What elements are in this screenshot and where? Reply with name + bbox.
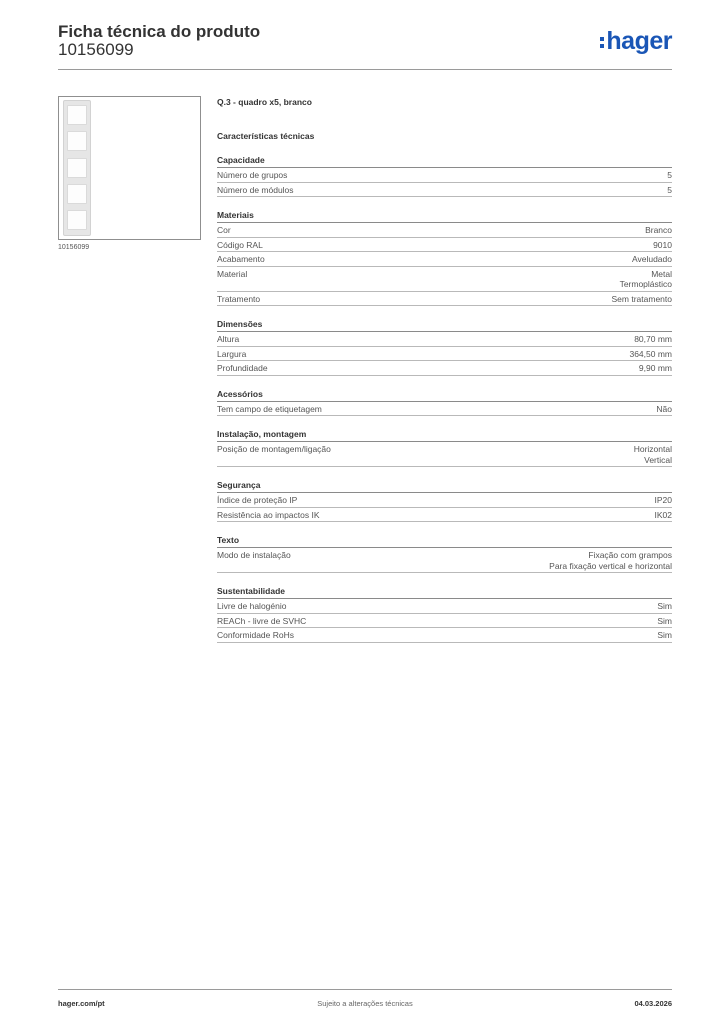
image-caption: 10156099	[58, 244, 90, 251]
spec-group	[217, 155, 672, 197]
spec-row	[217, 292, 672, 307]
spec-value	[634, 444, 672, 465]
spec-value	[653, 240, 672, 251]
spec-value-line: Para fixação vertical e horizontal	[549, 560, 672, 571]
spec-row	[217, 168, 672, 183]
spec-group	[217, 480, 672, 522]
spec-label: Índice de proteção IP	[217, 495, 298, 505]
spec-row	[217, 599, 672, 614]
spec-value-line: Branco	[645, 225, 672, 235]
spec-value-line: 364,50 mm	[629, 348, 672, 359]
spec-value-line: Sem tratamento	[611, 293, 672, 304]
spec-row	[217, 267, 672, 292]
product-image	[58, 96, 201, 240]
page-header	[58, 20, 672, 70]
frame-opening	[67, 131, 87, 151]
spec-label: Resistência ao impactos IK	[217, 509, 320, 520]
spec-value-line: Sim	[657, 615, 672, 626]
spec-label: Material	[217, 268, 248, 279]
spec-group	[217, 586, 672, 643]
spec-value-line: Sim	[657, 601, 672, 611]
spec-group-title: Sustentabilidade	[217, 586, 672, 599]
spec-row	[217, 332, 672, 347]
spec-value-line: IP20	[654, 495, 672, 505]
spec-group-title: Capacidade	[217, 155, 672, 168]
spec-group-title: Texto	[217, 535, 672, 548]
spec-label: Código RAL	[217, 239, 263, 250]
spec-label: Altura	[217, 334, 240, 344]
frame-opening	[67, 210, 87, 230]
spec-label: Número de módulos	[217, 184, 294, 195]
logo-text: hager	[606, 27, 672, 55]
spec-row	[217, 493, 672, 508]
spec-group	[217, 210, 672, 306]
spec-group-title: Instalação, montagem	[217, 429, 672, 442]
spec-group	[217, 319, 672, 376]
spec-value	[656, 404, 672, 415]
document-title: Ficha técnica do produto	[58, 22, 261, 41]
spec-value-line: Metal	[651, 268, 672, 279]
spec-value-line: 5	[667, 184, 672, 195]
spec-label: Acabamento	[217, 254, 265, 264]
page-footer	[58, 989, 672, 1013]
product-number: 10156099	[58, 40, 134, 59]
spec-label: Posição de montagem/ligação	[217, 444, 331, 454]
spec-value	[639, 363, 672, 374]
spec-value	[657, 616, 672, 627]
footer-website: hager.com/pt	[58, 999, 105, 1008]
spec-row	[217, 402, 672, 417]
spec-value	[655, 495, 673, 506]
spec-groups	[217, 155, 672, 643]
logo-colon-icon	[600, 37, 604, 48]
spec-label: Modo de instalação	[217, 550, 291, 560]
spec-label: Largura	[217, 348, 247, 359]
hager-logo	[600, 28, 672, 54]
spec-group-title: Segurança	[217, 480, 672, 493]
spec-value	[667, 185, 672, 196]
spec-content	[217, 96, 672, 643]
section-heading: Características técnicas	[217, 131, 315, 141]
spec-value-line: Horizontal	[633, 444, 672, 454]
spec-value-line: 9010	[653, 239, 672, 250]
spec-label: Conformidade RoHs	[217, 630, 295, 640]
spec-value-line: Aveludado	[631, 254, 672, 264]
spec-row	[217, 628, 672, 643]
spec-label: REACh - livre de SVHC	[217, 615, 307, 626]
frame-opening	[67, 184, 87, 204]
spec-label: Número de grupos	[217, 170, 288, 180]
spec-group	[217, 535, 672, 573]
spec-value	[612, 294, 672, 305]
spec-value-line: Sim	[657, 630, 672, 640]
spec-row	[217, 614, 672, 629]
footer-date: 04.03.2026	[634, 999, 672, 1008]
spec-row	[217, 508, 672, 523]
spec-label: Cor	[217, 225, 231, 235]
spec-value	[629, 349, 672, 360]
spec-value	[655, 510, 673, 521]
spec-label: Tem campo de etiquetagem	[217, 403, 322, 414]
spec-group-title: Acessórios	[217, 389, 672, 402]
spec-value	[634, 334, 672, 345]
spec-value	[657, 601, 672, 612]
spec-value-line: Não	[656, 403, 672, 414]
spec-value	[657, 630, 672, 641]
spec-value-line: 9,90 mm	[638, 363, 672, 373]
spec-value	[645, 225, 672, 236]
spec-value-line: IK02	[654, 509, 672, 520]
spec-value	[620, 269, 672, 290]
spec-row	[217, 183, 672, 198]
product-name: Q.3 - quadro x5, branco	[217, 97, 312, 107]
footer-disclaimer: Sujeito a alterações técnicas	[317, 999, 413, 1008]
spec-group-title: Dimensões	[217, 319, 672, 332]
frame-opening	[67, 158, 87, 178]
spec-row	[217, 442, 672, 467]
spec-row	[217, 361, 672, 376]
spec-group-title: Materiais	[217, 210, 672, 223]
frame-illustration	[63, 100, 91, 236]
spec-value	[549, 550, 672, 571]
frame-opening	[67, 105, 87, 125]
spec-value-line: 5	[667, 170, 672, 180]
spec-value-line: Vertical	[644, 454, 672, 465]
spec-row	[217, 223, 672, 238]
spec-row	[217, 548, 672, 573]
spec-group	[217, 429, 672, 467]
spec-row	[217, 238, 672, 253]
spec-row	[217, 347, 672, 362]
spec-group	[217, 389, 672, 417]
spec-label: Profundidade	[217, 363, 268, 373]
spec-value-line: 80,70 mm	[634, 334, 672, 344]
spec-row	[217, 252, 672, 267]
spec-value-line: Fixação com grampos	[588, 550, 672, 560]
spec-value-line: Termoplástico	[619, 279, 672, 289]
spec-value	[632, 254, 672, 265]
spec-label: Livre de halogénio	[217, 601, 287, 611]
spec-value	[667, 170, 672, 181]
spec-label: Tratamento	[217, 293, 261, 304]
